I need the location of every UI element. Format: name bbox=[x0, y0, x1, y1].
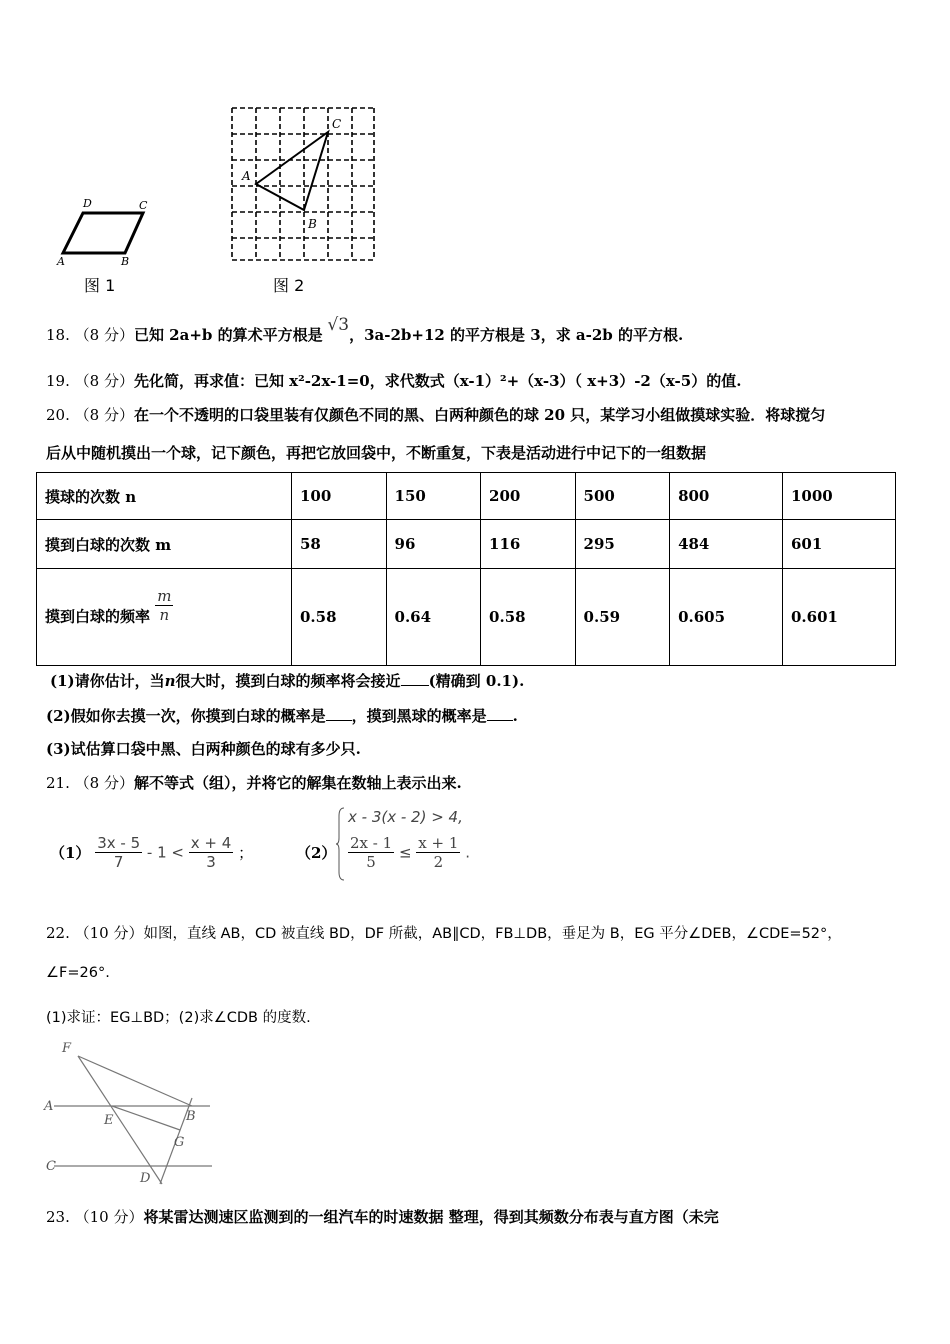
q23-text: 将某雷达测速区监测到的一组汽车的时速数据 整理，得到其频数分布表与直方图（未完 bbox=[143, 1208, 719, 1226]
table-cell: 1000 bbox=[783, 473, 896, 520]
q21-part1-label: （1） bbox=[50, 844, 91, 862]
q21-p1-lhs-fraction bbox=[95, 834, 142, 871]
table-row bbox=[37, 473, 896, 520]
q22-number: 22. bbox=[46, 924, 70, 942]
table-cell: 295 bbox=[575, 520, 670, 569]
fig1-label-d: D bbox=[83, 197, 92, 210]
figure-2-grid-triangle bbox=[228, 104, 378, 264]
q21-p2-end: . bbox=[465, 843, 470, 862]
table-cell: 0.601 bbox=[783, 569, 896, 666]
question-22-line-1 bbox=[46, 922, 842, 943]
q19-score: （8 分） bbox=[74, 372, 134, 390]
figure-2-caption: 图 2 bbox=[273, 276, 305, 295]
q18-sqrt3: √3 bbox=[327, 315, 350, 335]
answer-blank bbox=[326, 720, 352, 721]
system-line-1: x - 3(x - 2) > 4, bbox=[348, 808, 463, 826]
fraction-denominator: 7 bbox=[95, 852, 142, 871]
q21-p1-end: ； bbox=[238, 844, 254, 862]
fig2-label-a: A bbox=[242, 169, 251, 183]
q21-p2-lhs-fraction bbox=[348, 834, 394, 871]
fraction-denominator: 3 bbox=[189, 852, 234, 871]
question-23 bbox=[46, 1206, 719, 1227]
q23-number: 23. bbox=[46, 1208, 70, 1226]
table-cell: 0.59 bbox=[575, 569, 670, 666]
fraction-denominator: 2 bbox=[416, 852, 460, 871]
q20-sub1-text-a: (1)请你估计，当 bbox=[50, 672, 165, 690]
q20-text-line-2: 后从中随机摸出一个球，记下颜色，再把它放回袋中，不断重复，下表是活动进行中记下的一组数据 bbox=[46, 444, 707, 462]
table-cell: 800 bbox=[670, 473, 783, 520]
q20-text-line-1: 在一个不透明的口袋里装有仅颜色不同的黑、白两种颜色的球 20 只，某学习小组做摸球实验．将球搅匀 bbox=[133, 406, 826, 424]
q18-number: 18. bbox=[46, 326, 70, 344]
q20-sub2-text-b: ，摸到黑球的概率是 bbox=[351, 707, 487, 725]
table-cell: 150 bbox=[386, 473, 481, 520]
q18-text-1: 已知 2a+b 的算术平方根是 bbox=[133, 326, 323, 344]
q18-score: （8 分） bbox=[74, 326, 134, 344]
table-cell: 58 bbox=[292, 520, 387, 569]
table-cell: 116 bbox=[481, 520, 576, 569]
q19-number: 19. bbox=[46, 372, 70, 390]
table-cell: 601 bbox=[783, 520, 896, 569]
table-row bbox=[37, 520, 896, 569]
q20-score: （8 分） bbox=[74, 406, 134, 424]
q22-text-line-3: (1)求证：EG⊥BD；(2)求∠CDB 的度数. bbox=[46, 1010, 311, 1026]
table-row-label-frequency bbox=[37, 569, 292, 666]
fig1-label-a: A bbox=[57, 255, 65, 267]
q21-number: 21. bbox=[46, 774, 70, 792]
fraction-numerator: x + 4 bbox=[190, 834, 232, 852]
fig2-label-c: C bbox=[332, 117, 342, 131]
table-cell: 500 bbox=[575, 473, 670, 520]
q22-text-line-2: ∠F=26°. bbox=[46, 965, 110, 981]
q19-text: 先化简，再求值：已知 x²-2x-1=0，求代数式（x-1）²+（x-3）（ x+3）-2（x-5）的值. bbox=[133, 372, 742, 390]
system-brace bbox=[336, 806, 346, 882]
table-cell: 200 bbox=[481, 473, 576, 520]
frequency-label: 摸到白球的频率 bbox=[45, 607, 151, 625]
q22-score: （10 分） bbox=[74, 924, 144, 942]
fig22-label-e: E bbox=[104, 1113, 114, 1128]
table-row-label: 摸到白球的次数 m bbox=[37, 520, 292, 569]
table-cell: 96 bbox=[386, 520, 481, 569]
frequency-table bbox=[36, 472, 896, 666]
q20-sub2-text-c: . bbox=[512, 707, 518, 725]
q21-p2-rhs-fraction bbox=[416, 834, 460, 871]
fraction-numerator: 3x - 5 bbox=[97, 834, 141, 852]
table-cell: 100 bbox=[292, 473, 387, 520]
q21-p1-mid: - 1 < bbox=[146, 843, 184, 862]
figure-22-parallel-lines bbox=[40, 1036, 220, 1186]
q21-p1-rhs-fraction bbox=[189, 834, 234, 871]
fraction-numerator: 2x - 1 bbox=[350, 834, 393, 852]
fig22-label-d: D bbox=[140, 1171, 151, 1186]
q20-sub-2 bbox=[46, 705, 518, 726]
figure-1-parallelogram bbox=[55, 195, 165, 267]
fraction-denominator: n bbox=[155, 605, 173, 624]
system-line-2 bbox=[348, 834, 470, 871]
fig1-label-b: B bbox=[121, 255, 130, 267]
table-row bbox=[37, 569, 896, 666]
q21-p2-relation: ≤ bbox=[398, 843, 412, 862]
question-18 bbox=[46, 315, 684, 345]
q21-part-1 bbox=[50, 834, 253, 871]
table-cell: 484 bbox=[670, 520, 783, 569]
q21-text: 解不等式（组），并将它的解集在数轴上表示出来. bbox=[133, 774, 462, 792]
question-19 bbox=[46, 370, 741, 391]
q21-part2-label: （2） bbox=[296, 844, 337, 862]
fig22-label-a: A bbox=[44, 1099, 54, 1114]
fraction-numerator: x + 1 bbox=[418, 834, 459, 852]
q20-sub1-text-c: (精确到 0.1). bbox=[428, 672, 525, 690]
question-21 bbox=[46, 772, 462, 793]
fig22-label-f: F bbox=[62, 1041, 72, 1056]
figure-1-caption: 图 1 bbox=[84, 276, 116, 295]
question-20-line-1 bbox=[46, 404, 825, 425]
table-cell: 0.605 bbox=[670, 569, 783, 666]
fraction-denominator: 5 bbox=[348, 852, 394, 871]
table-cell: 0.58 bbox=[481, 569, 576, 666]
q21-score: （8 分） bbox=[74, 774, 134, 792]
q20-sub-3: (3)试估算口袋中黑、白两种颜色的球有多少只. bbox=[46, 740, 361, 758]
q20-sub-1 bbox=[50, 670, 524, 691]
q20-sub1-n: n bbox=[164, 672, 176, 690]
q20-sub1-text-b: 很大时，摸到白球的频率将会接近 bbox=[175, 672, 401, 690]
fig22-label-b: B bbox=[186, 1109, 196, 1124]
answer-blank bbox=[401, 685, 429, 686]
fig22-label-c: C bbox=[46, 1159, 56, 1174]
fig2-label-b: B bbox=[308, 217, 317, 231]
fraction-numerator: m bbox=[157, 586, 172, 605]
m-over-n-fraction bbox=[155, 587, 173, 624]
q20-number: 20. bbox=[46, 406, 70, 424]
table-cell: 0.58 bbox=[292, 569, 387, 666]
q22-text-line-1: 如图，直线 AB，CD 被直线 BD，DF 所截，AB∥CD，FB⊥DB，垂足为 B，EG 平分∠DEB，∠CDE=52°， bbox=[143, 926, 842, 942]
answer-blank bbox=[487, 720, 513, 721]
table-row-label: 摸球的次数 n bbox=[37, 473, 292, 520]
fig1-label-c: C bbox=[139, 199, 148, 212]
q23-score: （10 分） bbox=[74, 1208, 144, 1226]
fig22-label-g: G bbox=[174, 1135, 185, 1150]
q20-sub2-text-a: (2)假如你去摸一次，你摸到白球的概率是 bbox=[46, 707, 326, 725]
table-cell: 0.64 bbox=[386, 569, 481, 666]
q18-text-2: ，3a-2b+12 的平方根是 3，求 a-2b 的平方根. bbox=[349, 326, 684, 344]
